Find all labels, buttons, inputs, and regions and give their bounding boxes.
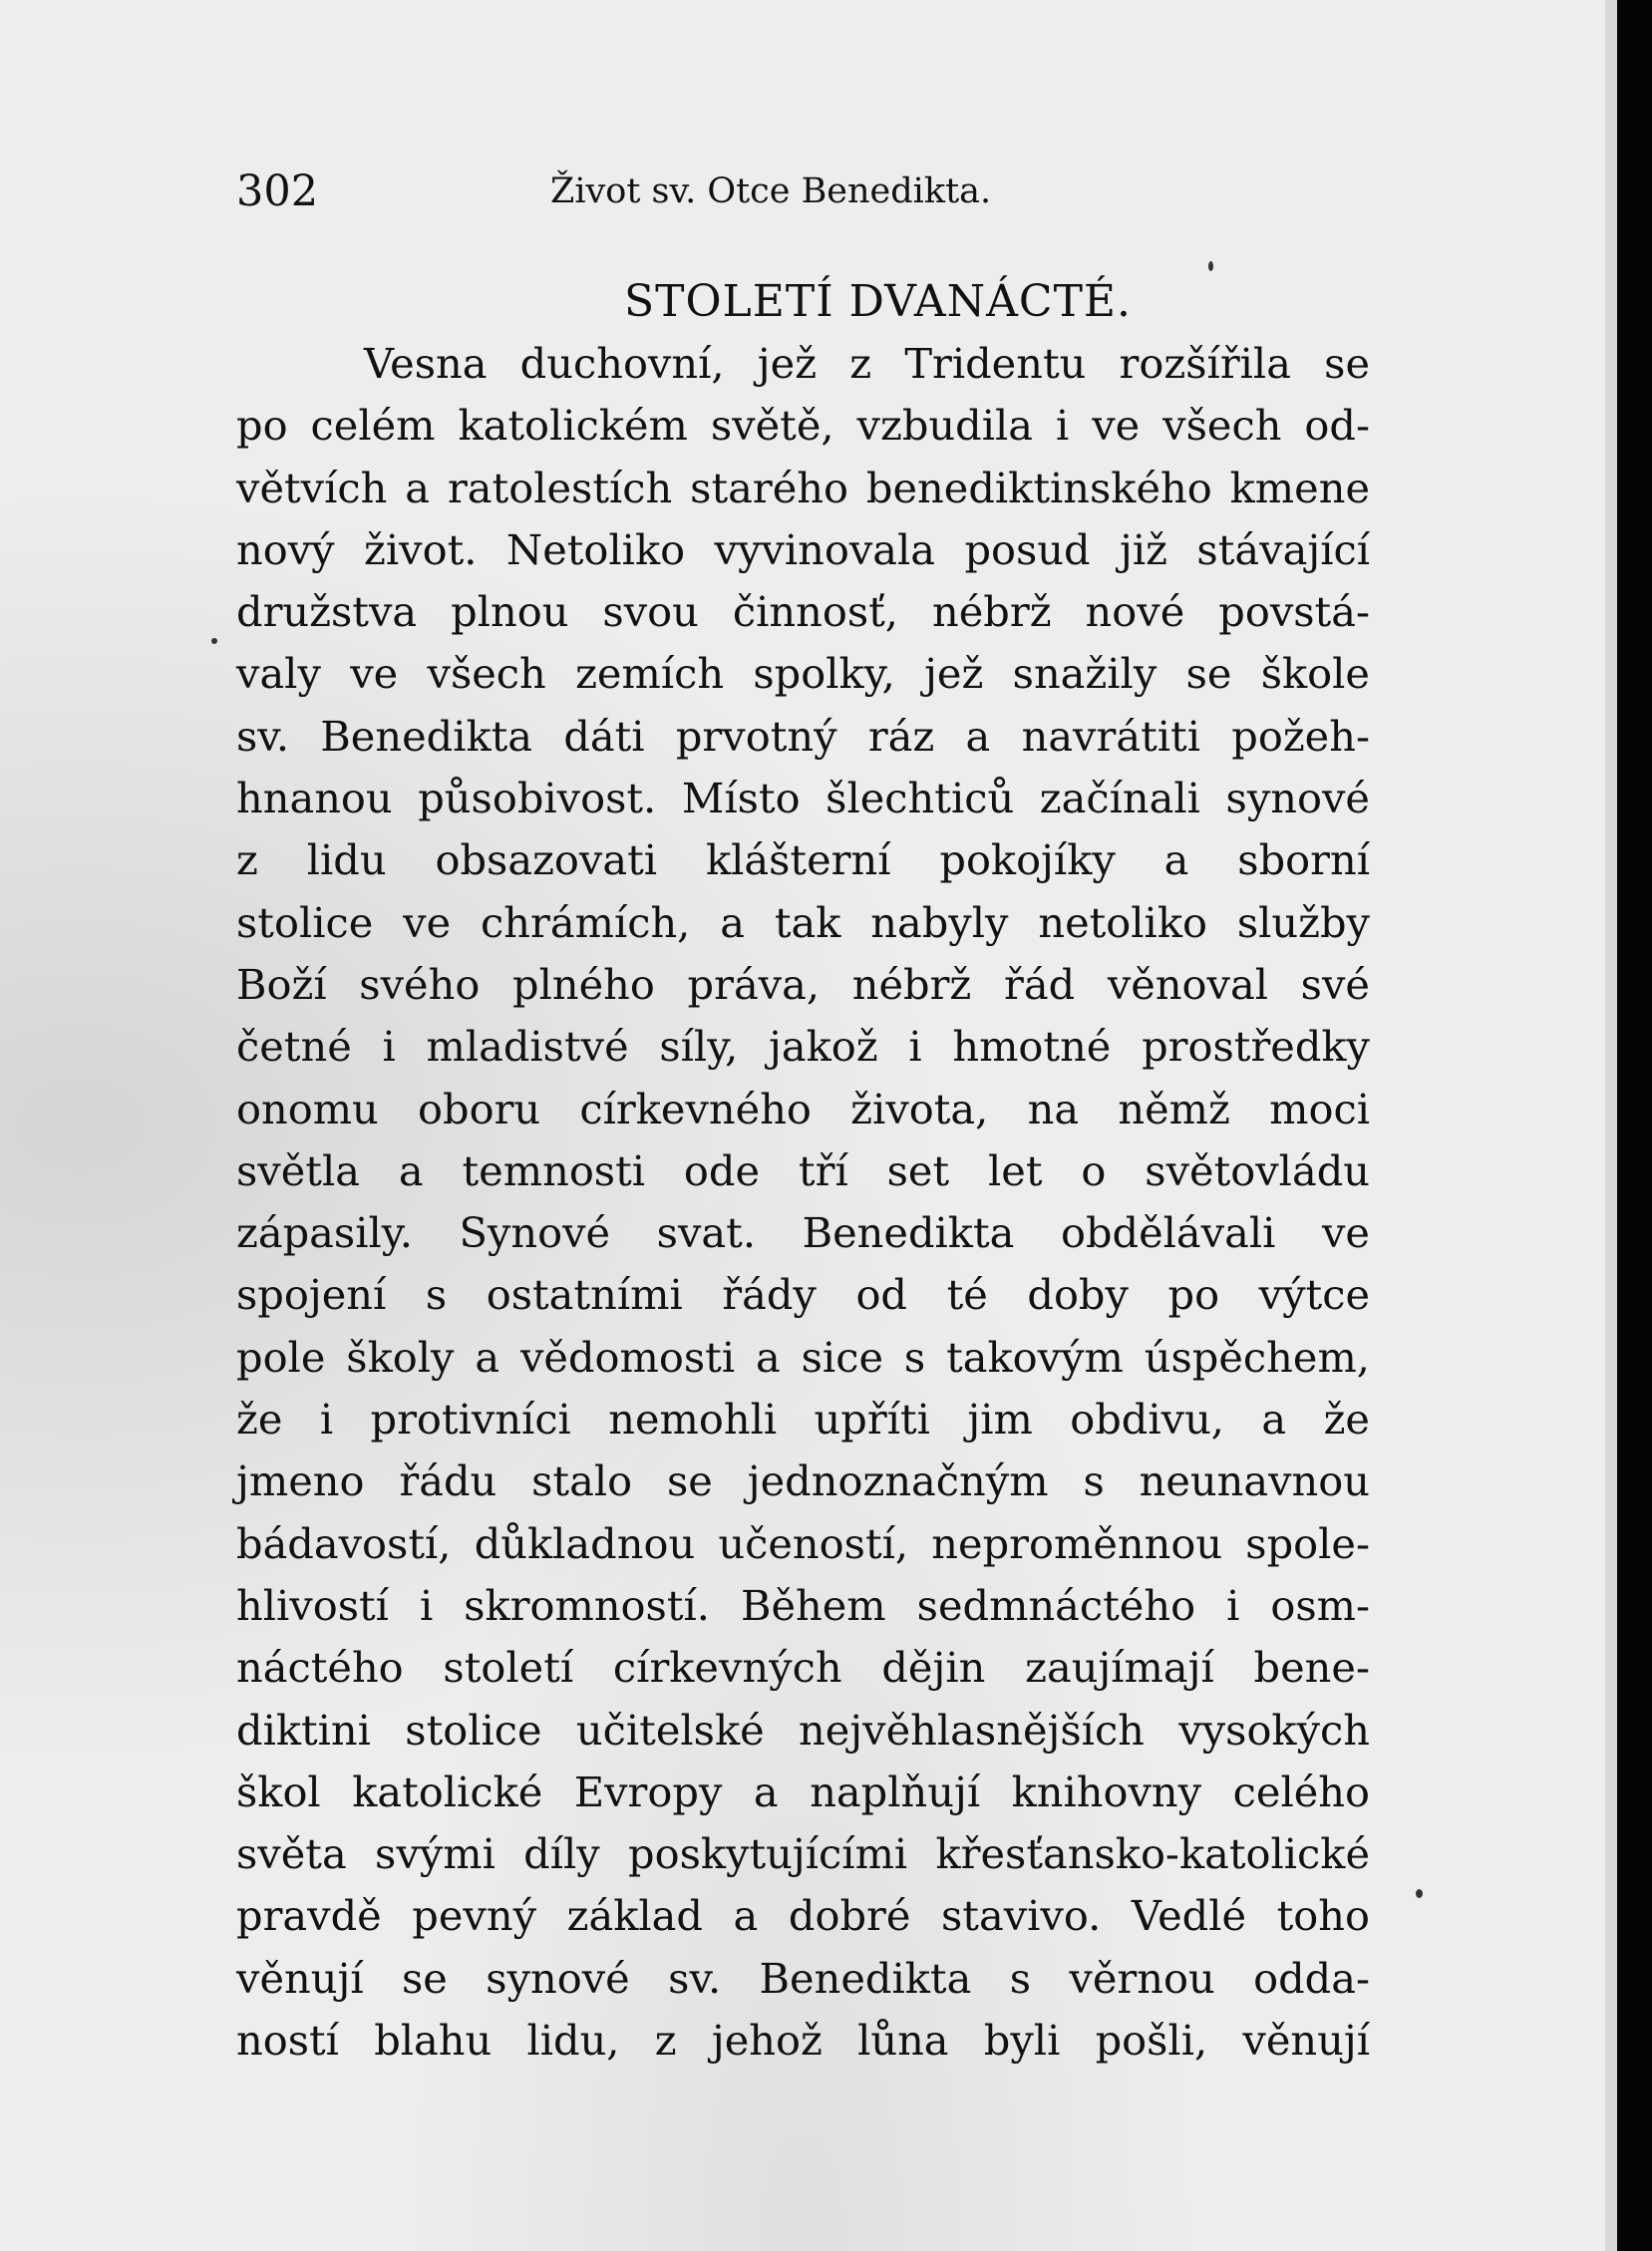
text-line: bádavostí, důkladnou učeností, neproměnnou spole-	[236, 1518, 1370, 1568]
text-line: že i protivníci nemohli upříti jim obdivu, a že	[236, 1395, 1370, 1445]
paragraph	[236, 333, 1370, 2072]
text-line: četné i mladistvé síly, jakož i hmotné prostředky	[236, 1022, 1370, 1072]
text-line: po celém katolickém světě, vzbudila i ve všech od-	[236, 401, 1370, 451]
text-line: větvích a ratolestích starého benediktinského kmene	[236, 463, 1370, 512]
text-line: jmeno řádu stalo se jednoznačným s neunavnou	[236, 1456, 1370, 1506]
text-line: pole školy a vědomosti a sice s takovým úspěchem,	[236, 1332, 1370, 1382]
ink-speck	[1208, 261, 1213, 271]
page-header	[236, 161, 1373, 221]
page-gutter	[1605, 0, 1617, 2251]
text-line: věnují se synové sv. Benedikta s věrnou odda-	[236, 1953, 1370, 2003]
text-line: pravdě pevný základ a dobré stavivo. Vedlé toho	[236, 1891, 1370, 1941]
text-line: stolice ve chrámích, a tak nabyly netoliko služby	[236, 897, 1370, 947]
text-line: škol katolické Evropy a naplňují knihovny celého	[236, 1767, 1370, 1816]
text-line: ností blahu lidu, z jehož lůna byli pošli, věnují	[236, 2016, 1370, 2066]
text-line: nový život. Netoliko vyvinovala posud již stávající	[236, 524, 1370, 574]
text-line: družstva plnou svou činnosť, nébrž nové povstá-	[236, 587, 1370, 637]
page-number: 302	[236, 166, 319, 216]
text-line: Boží svého plného práva, nébrž řád věnoval své	[236, 959, 1370, 1009]
scan-edge	[1617, 0, 1652, 2251]
text-line: onomu oboru církevného života, na němž moci	[236, 1084, 1370, 1133]
ink-speck	[211, 638, 217, 644]
text-line: světa svými díly poskytujícími křesťansko-katolické	[236, 1829, 1370, 1879]
text-line: náctého století církevných dějin zaujímají bene-	[236, 1643, 1370, 1693]
text-block	[236, 271, 1370, 2072]
text-line: světla a temnosti ode tří set let o světovládu	[236, 1145, 1370, 1195]
text-line: zápasily. Synové svat. Benedikta obdělávali ve	[236, 1208, 1370, 1258]
text-line: hlivostí i skromností. Během sedmnáctého i osm-	[236, 1580, 1370, 1630]
text-line: spojení s ostatními řády od té doby po výtce	[236, 1270, 1370, 1320]
text-line: sv. Benedikta dáti prvotný ráz a navrátiti požeh-	[236, 711, 1370, 761]
text-line: Vesna duchovní, jež z Tridentu rozšířila se	[364, 339, 1370, 388]
text-line: diktini stolice učitelské nejvěhlasnějších vysokých	[236, 1705, 1370, 1755]
text-line: hnanou působivost. Místo šlechticů začínali synové	[236, 774, 1370, 823]
ink-speck	[1416, 1889, 1423, 1898]
text-line: z lidu obsazovati klášterní pokojíky a sborní	[236, 835, 1370, 885]
section-heading: STOLETÍ DVANÁCTÉ.	[623, 276, 1133, 327]
text-line: valy ve všech zemích spolky, jež snažily se škole	[236, 649, 1370, 699]
running-title: Život sv. Otce Benedikta.	[550, 171, 992, 211]
